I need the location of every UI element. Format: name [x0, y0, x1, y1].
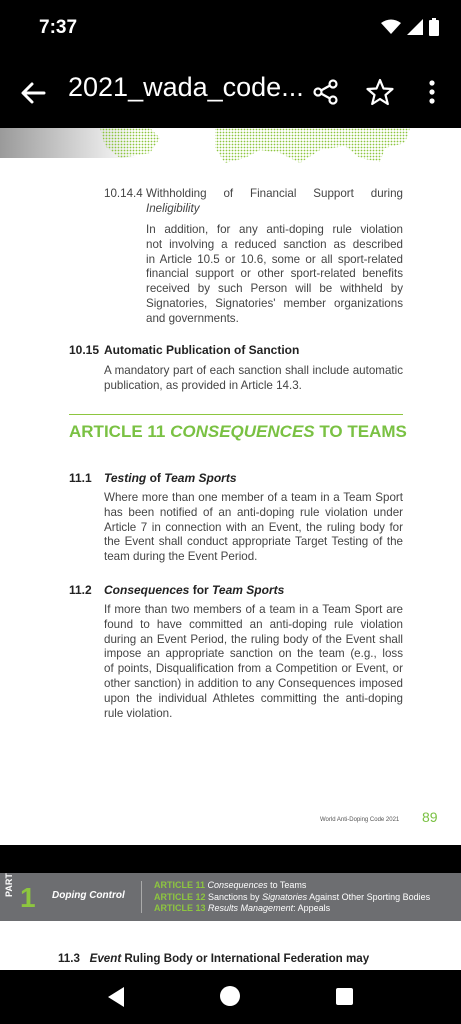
next-section-heading: 11.3 Event Ruling Body or International Federation may	[58, 952, 370, 965]
page-footer: World Anti-Doping Code 2021	[320, 817, 400, 823]
more-options-icon[interactable]	[420, 78, 444, 106]
page-gap	[0, 845, 461, 873]
section-number: 11.2	[69, 583, 92, 597]
part-label: Doping Control	[52, 890, 125, 901]
world-map-banner	[0, 128, 461, 168]
part-number: 1	[20, 882, 36, 913]
section-number: 10.15	[69, 343, 100, 357]
section-title: Automatic Publication of Sanction	[104, 343, 300, 357]
article-list-item: ARTICLE 11 Consequences to Teams	[154, 880, 307, 890]
divider	[69, 414, 403, 415]
section-title: Withholding of Financial Support during Ineligibility	[146, 187, 403, 215]
section-number: 10.14.4	[104, 187, 143, 200]
nav-recents-icon[interactable]	[336, 988, 353, 1005]
pdf-page[interactable]	[0, 128, 461, 845]
status-bar	[0, 0, 461, 58]
section-title: Testing of Team Sports	[104, 471, 237, 485]
part-separator	[141, 881, 142, 913]
nav-home-icon[interactable]	[220, 986, 240, 1006]
app-bar	[0, 58, 461, 128]
star-icon[interactable]	[366, 78, 394, 106]
page-number: 89	[422, 809, 438, 825]
section-body: A mandatory part of each sanction shall include automatic publication, as provided in Article 14.3.	[104, 364, 403, 392]
article-heading: ARTICLE 11 CONSEQUENCES TO TEAMS	[69, 422, 407, 441]
pdf-page-next[interactable]	[0, 873, 461, 970]
section-body: Where more than one member of a team in a Team Sport has been notified of an anti-doping rule violation under Article 7 in connection with an Event, the ruling body for the Event shall conduct appropriate Target Testing of the team during the Event Period.	[104, 491, 403, 564]
section-title: Consequences for Team Sports	[104, 583, 285, 597]
document-title: 2021_wada_code...	[68, 72, 304, 102]
system-navigation-bar	[0, 970, 461, 1024]
nav-back-icon[interactable]	[106, 986, 126, 1008]
back-arrow-icon[interactable]	[18, 78, 48, 108]
section-body: If more than two members of a team in a Team Sport are found to have committed an anti-doping rule violation during an Event Period, the ruling body of the Event shall impose an appropriate sanction on the team (e.g., loss of points, Disqualification from a Competition or Event, or other sanction) in addition to any Consequences imposed upon the individual Athletes committing the anti-doping rule violation.	[104, 603, 403, 720]
section-body: In addition, for any anti-doping rule violation not involving a reduced sanction as described in Article 10.5 or 10.6, some or all sport-related financial support or other sport-related benefits received by such Person will be withheld by Signatories, Signatories' member organizations and governments.	[146, 223, 403, 325]
article-list-item: ARTICLE 13 Results Management: Appeals	[154, 903, 331, 913]
status-icons	[381, 18, 439, 36]
article-list	[154, 880, 430, 915]
part-header-band	[0, 873, 461, 921]
section-number: 11.1	[69, 471, 92, 485]
article-list-item: ARTICLE 12 Sanctions by Signatories Against Other Sporting Bodies	[154, 891, 431, 902]
part-word: PART	[4, 873, 14, 897]
clock: 7:37	[39, 17, 78, 38]
wifi-icon	[381, 19, 401, 35]
battery-icon	[429, 18, 439, 36]
share-icon[interactable]	[312, 78, 340, 106]
cellular-signal-icon	[407, 19, 423, 35]
